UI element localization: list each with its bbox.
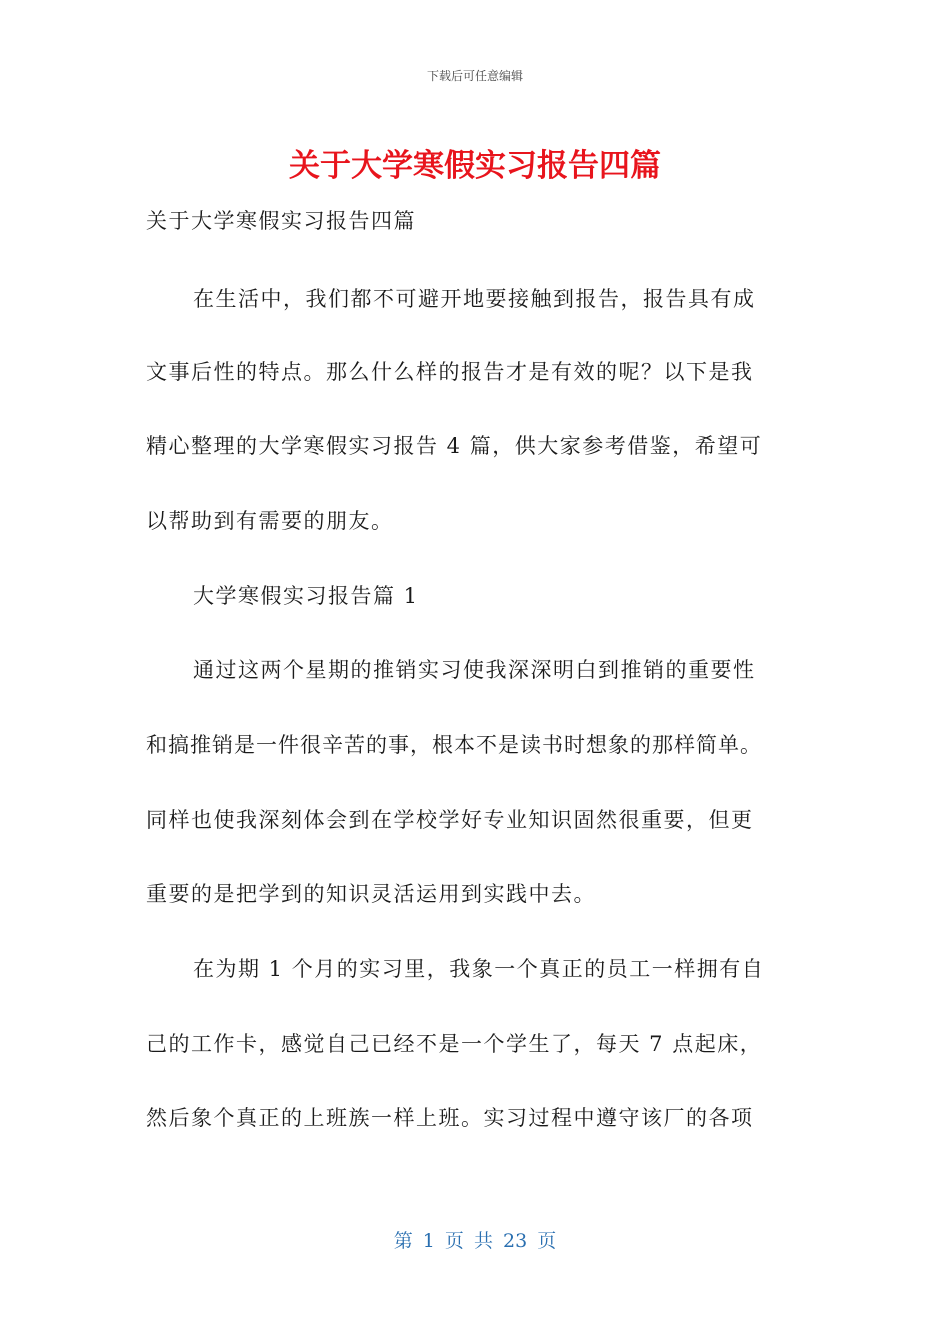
document-title: 关于大学寒假实习报告四篇 bbox=[289, 148, 661, 184]
section-heading: 大学寒假实习报告篇 1 bbox=[193, 584, 419, 608]
paragraph-line: 在生活中，我们都不可避开地要接触到报告，报告具有成 bbox=[193, 287, 756, 311]
subtitle-line: 关于大学寒假实习报告四篇 bbox=[146, 209, 416, 233]
paragraph-line: 以帮助到有需要的朋友。 bbox=[146, 509, 394, 533]
paragraph-line: 通过这两个星期的推销实习使我深深明白到推销的重要性 bbox=[193, 658, 756, 682]
paragraph-line: 精心整理的大学寒假实习报告 4 篇，供大家参考借鉴，希望可 bbox=[146, 434, 763, 458]
paragraph-line: 文事后性的特点。那么什么样的报告才是有效的呢？以下是我 bbox=[146, 360, 754, 384]
paragraph-line: 重要的是把学到的知识灵活运用到实践中去。 bbox=[146, 882, 596, 906]
paragraph-line: 和搞推销是一件很辛苦的事，根本不是读书时想象的那样简单。 bbox=[146, 733, 762, 757]
paragraph-line: 己的工作卡，感觉自己已经不是一个学生了，每天 7 点起床， bbox=[146, 1032, 763, 1056]
page-footer: 第 1 页 共 23 页 bbox=[393, 1230, 557, 1252]
header-note: 下载后可任意编辑 bbox=[426, 69, 523, 83]
paragraph-line: 然后象个真正的上班族一样上班。实习过程中遵守该厂的各项 bbox=[146, 1106, 754, 1130]
paragraph-line: 同样也使我深刻体会到在学校学好专业知识固然很重要，但更 bbox=[146, 808, 754, 832]
paragraph-line: 在为期 1 个月的实习里，我象一个真正的员工一样拥有自 bbox=[193, 957, 765, 981]
